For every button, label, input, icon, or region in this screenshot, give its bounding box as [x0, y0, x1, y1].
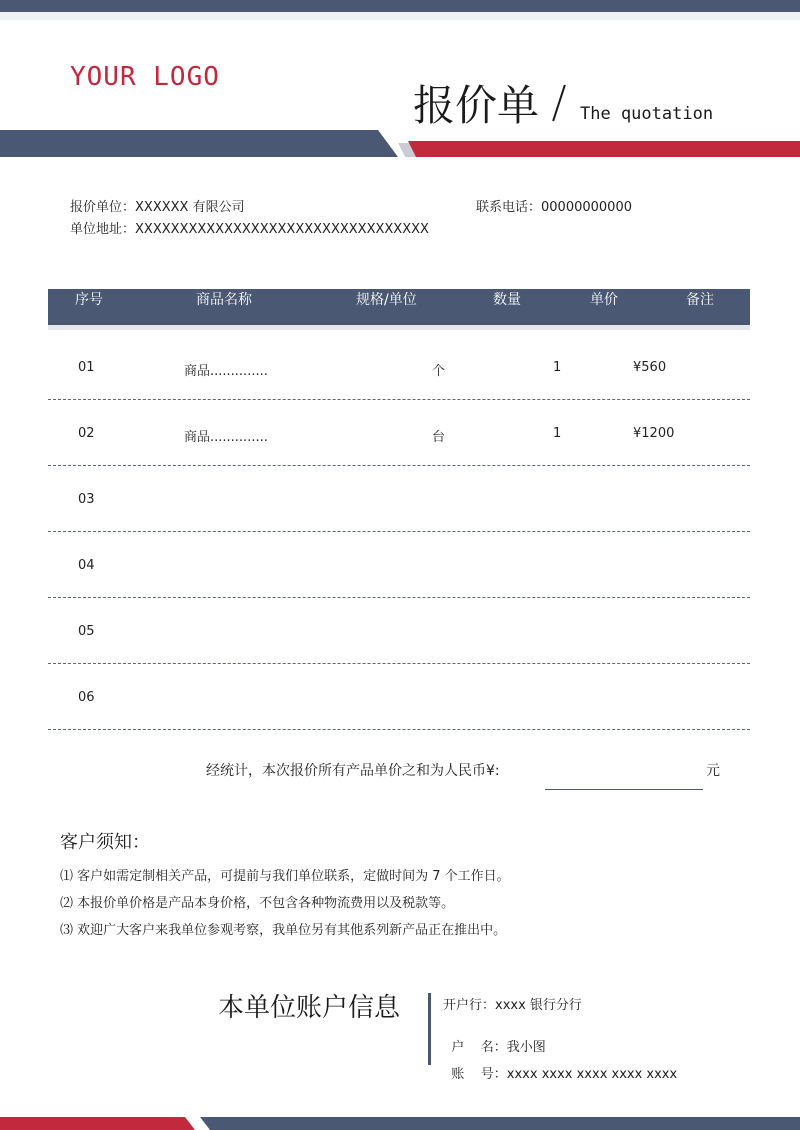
- table-row: [48, 597, 750, 664]
- total-statement: 经统计，本次报价所有产品单价之和为人民币¥:: [206, 763, 500, 779]
- cell-qty: 1: [553, 360, 562, 375]
- address-label: 单位地址：: [70, 222, 136, 237]
- account-name-label: 户 名：: [451, 1040, 507, 1055]
- header-band-red: [408, 141, 800, 157]
- company-field: [70, 196, 245, 215]
- table-row: [48, 663, 750, 730]
- header-note: 备注: [686, 292, 714, 308]
- top-border-bar: [0, 0, 800, 12]
- cell-no: 06: [78, 690, 95, 705]
- address-value: XXXXXXXXXXXXXXXXXXXXXXXXXXXXXXXXX: [135, 222, 429, 237]
- table-row: [48, 465, 750, 532]
- header-no: 序号: [75, 292, 103, 308]
- header-spec-unit: 规格/单位: [356, 292, 417, 308]
- account-name-value: 我小图: [506, 1040, 546, 1055]
- phone-label: 联系电话：: [476, 200, 542, 215]
- cell-no: 03: [78, 492, 95, 507]
- company-logo: YOUR LOGO: [70, 62, 220, 92]
- cell-qty: 1: [553, 426, 562, 441]
- bank-value: xxxx 银行分行: [495, 998, 582, 1013]
- cell-name: 商品..............: [184, 430, 268, 445]
- cell-no: 01: [78, 360, 95, 375]
- address-field: [70, 218, 429, 237]
- phone-value: 00000000000: [541, 200, 632, 215]
- total-amount-field[interactable]: [545, 789, 703, 790]
- company-value: XXXXXX 有限公司: [135, 200, 245, 215]
- table-row: [48, 333, 750, 400]
- bank-label: 开户行：: [443, 998, 496, 1013]
- note-item: ⑶ 欢迎广大客户来我单位参观考察，我单位另有其他系列新产品正在推出中。: [60, 923, 507, 938]
- cell-no: 05: [78, 624, 95, 639]
- cell-no: 02: [78, 426, 95, 441]
- note-item: ⑵ 本报价单价格是产品本身价格，不包含各种物流费用以及税款等。: [60, 896, 455, 911]
- bank-field: [443, 994, 582, 1013]
- table-row: [48, 531, 750, 598]
- cell-name: 商品..............: [184, 364, 268, 379]
- footer-band-navy: [200, 1117, 800, 1130]
- phone-field: [476, 196, 632, 215]
- header-qty: 数量: [493, 292, 521, 308]
- note-item: ⑴ 客户如需定制相关产品，可提前与我们单位联系，定做时间为 7 个工作日。: [60, 869, 510, 884]
- title-divider-slash: [552, 85, 566, 122]
- cell-unit: 个: [432, 364, 446, 379]
- company-label: 报价单位：: [70, 200, 136, 215]
- top-border-shade: [0, 12, 800, 20]
- page-title: 报价单: [413, 81, 540, 130]
- header-price: 单价: [590, 292, 618, 308]
- quotation-table-header: [48, 289, 750, 325]
- cell-no: 04: [78, 558, 95, 573]
- page-subtitle: The quotation: [580, 104, 714, 124]
- account-number-value: xxxx xxxx xxxx xxxx xxxx: [506, 1067, 678, 1082]
- total-currency-unit: 元: [706, 763, 720, 779]
- account-title: 本单位账户信息: [218, 993, 401, 1023]
- table-header-shadow: [48, 325, 750, 330]
- header-band-navy: [0, 130, 398, 157]
- account-divider: [428, 993, 431, 1065]
- footer-band-red: [0, 1117, 195, 1130]
- cell-price: ¥1200: [633, 426, 675, 441]
- header-name: 商品名称: [196, 292, 252, 308]
- table-row: [48, 399, 750, 466]
- cell-price: ¥560: [633, 360, 667, 375]
- cell-unit: 台: [432, 430, 446, 445]
- account-number-label: 账 号：: [451, 1067, 507, 1082]
- notes-title: 客户须知：: [60, 832, 150, 853]
- account-number-field: [443, 1048, 677, 1082]
